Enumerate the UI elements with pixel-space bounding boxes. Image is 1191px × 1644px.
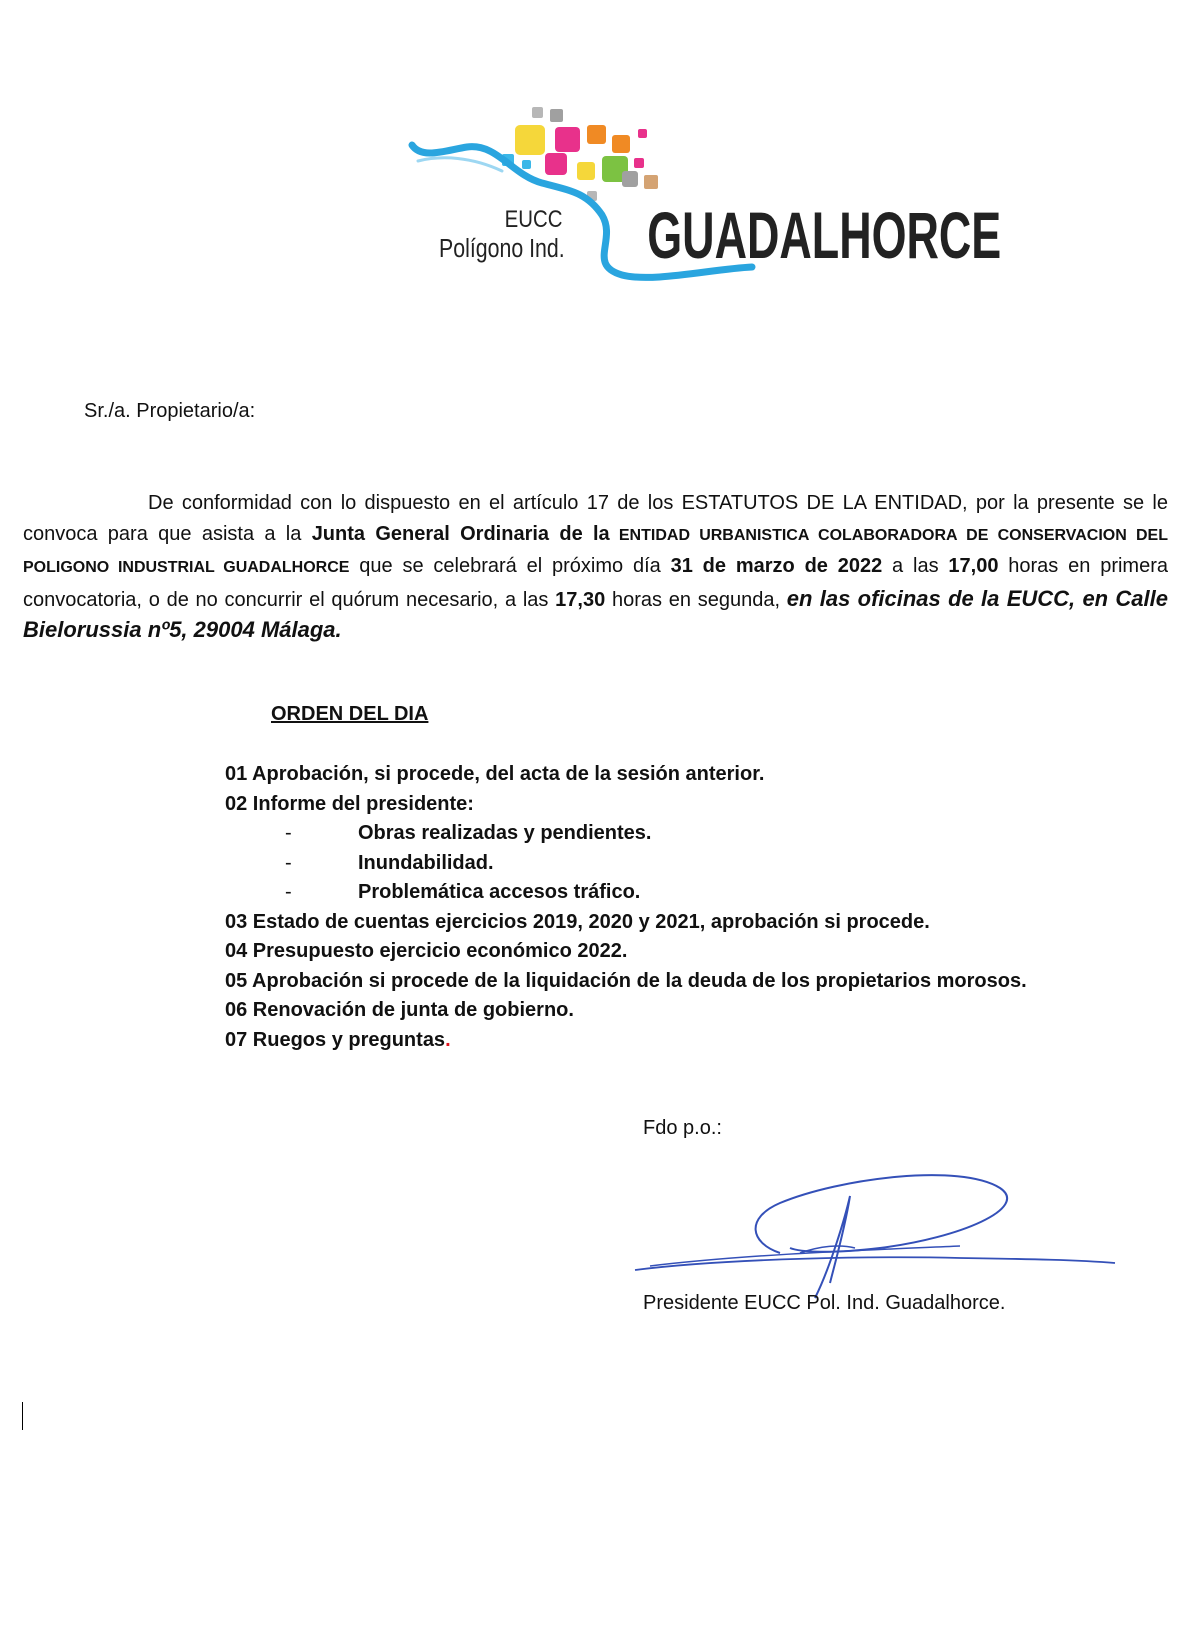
signer-title: Presidente EUCC Pol. Ind. Guadalhorce. [643,1292,1006,1314]
logo-tile [522,160,531,169]
logo-tile [550,109,563,122]
agenda-subitem-text: Obras realizadas y pendientes. [358,822,652,844]
red-period: . [445,1028,451,1051]
agenda-list [225,760,1027,1055]
meeting-location: en las oficinas de la EUCC, en Calle Bielorussia nº5, 29004 Málaga. [23,585,1169,642]
agenda-item: 03 Estado de cuentas ejercicios 2019, 2020 y 2021, aprobación si procede. [225,910,930,933]
logo-tile [644,175,658,189]
logo-wave-light [418,158,502,171]
agenda-subitem [225,819,1027,849]
logo-tile [545,153,567,175]
agenda-title: ORDEN DEL DIA [271,703,429,725]
logo-tile [515,125,545,155]
logo-tile [634,158,644,168]
paragraph-text: horas en primera convocatoria, o de no concurrir el quórum necesario, a las [23,555,1168,611]
agenda-subitem-text: Problemática accesos tráfico. [358,881,641,903]
dash-bullet: - [285,881,292,903]
greeting: Sr./a. Propietario/a: [84,400,256,422]
convocation-paragraph [23,488,1168,647]
agenda-item: 04 Presupuesto ejercicio económico 2022. [225,940,628,962]
text-cursor [22,1402,23,1430]
logo-tile [638,129,647,138]
first-call-time: 17,00 [948,555,999,577]
logo-tile [555,127,580,152]
agenda-item: 06 Renovación de junta de gobierno. [225,999,574,1021]
logo-eucc-text: EUCC [504,205,563,233]
agenda-subitem [225,849,1027,879]
logo-tile [612,135,630,153]
paragraph-bold: Junta General Ordinaria de la [311,522,610,545]
agenda-subitem [225,878,1027,908]
meeting-date: 31 de marzo de 2022 [670,555,883,577]
logo-tile [532,107,543,118]
agenda-item: 02 Informe del presidente: [225,792,474,815]
paragraph-text: que se celebrará el próximo día [349,555,671,577]
agenda-item: 01 Aprobación, si procede, del acta de la sesión anterior. [225,763,765,785]
logo-tile [587,125,606,144]
entity-name: ENTIDAD URBANISTICA COLABORADORA DE CONSERVACION DEL POLIGONO INDUSTRIAL GUADALHORCE [23,526,1168,576]
agenda-item-text: 07 Ruegos y preguntas [225,1028,446,1051]
paragraph-text: De conformidad con lo dispuesto en el artículo 17 de los ESTATUTOS DE LA ENTIDAD, por la presente se le convoca para que asista a la [23,492,1168,545]
logo-tile [622,171,638,187]
agenda-item [225,1026,1027,1056]
logo-graphic [412,105,1002,290]
paragraph-text: a las [882,555,949,577]
eucc-guadalhorce-logo [412,105,1002,290]
agenda-item: 05 Aprobación si procede de la liquidación de la deuda de los propietarios morosos. [225,969,1027,992]
signed-by-label: Fdo p.o.: [643,1117,722,1139]
logo-name-text: GUADALHORCE [647,198,1002,273]
logo-poligono-text: Polígono Ind. [439,234,565,264]
logo-tile [577,162,595,180]
paragraph-text: horas en segunda, [605,588,787,611]
dash-bullet: - [285,822,292,844]
dash-bullet: - [285,851,292,874]
agenda-subitem-text: Inundabilidad. [358,851,494,874]
second-call-time: 17,30 [555,588,606,611]
